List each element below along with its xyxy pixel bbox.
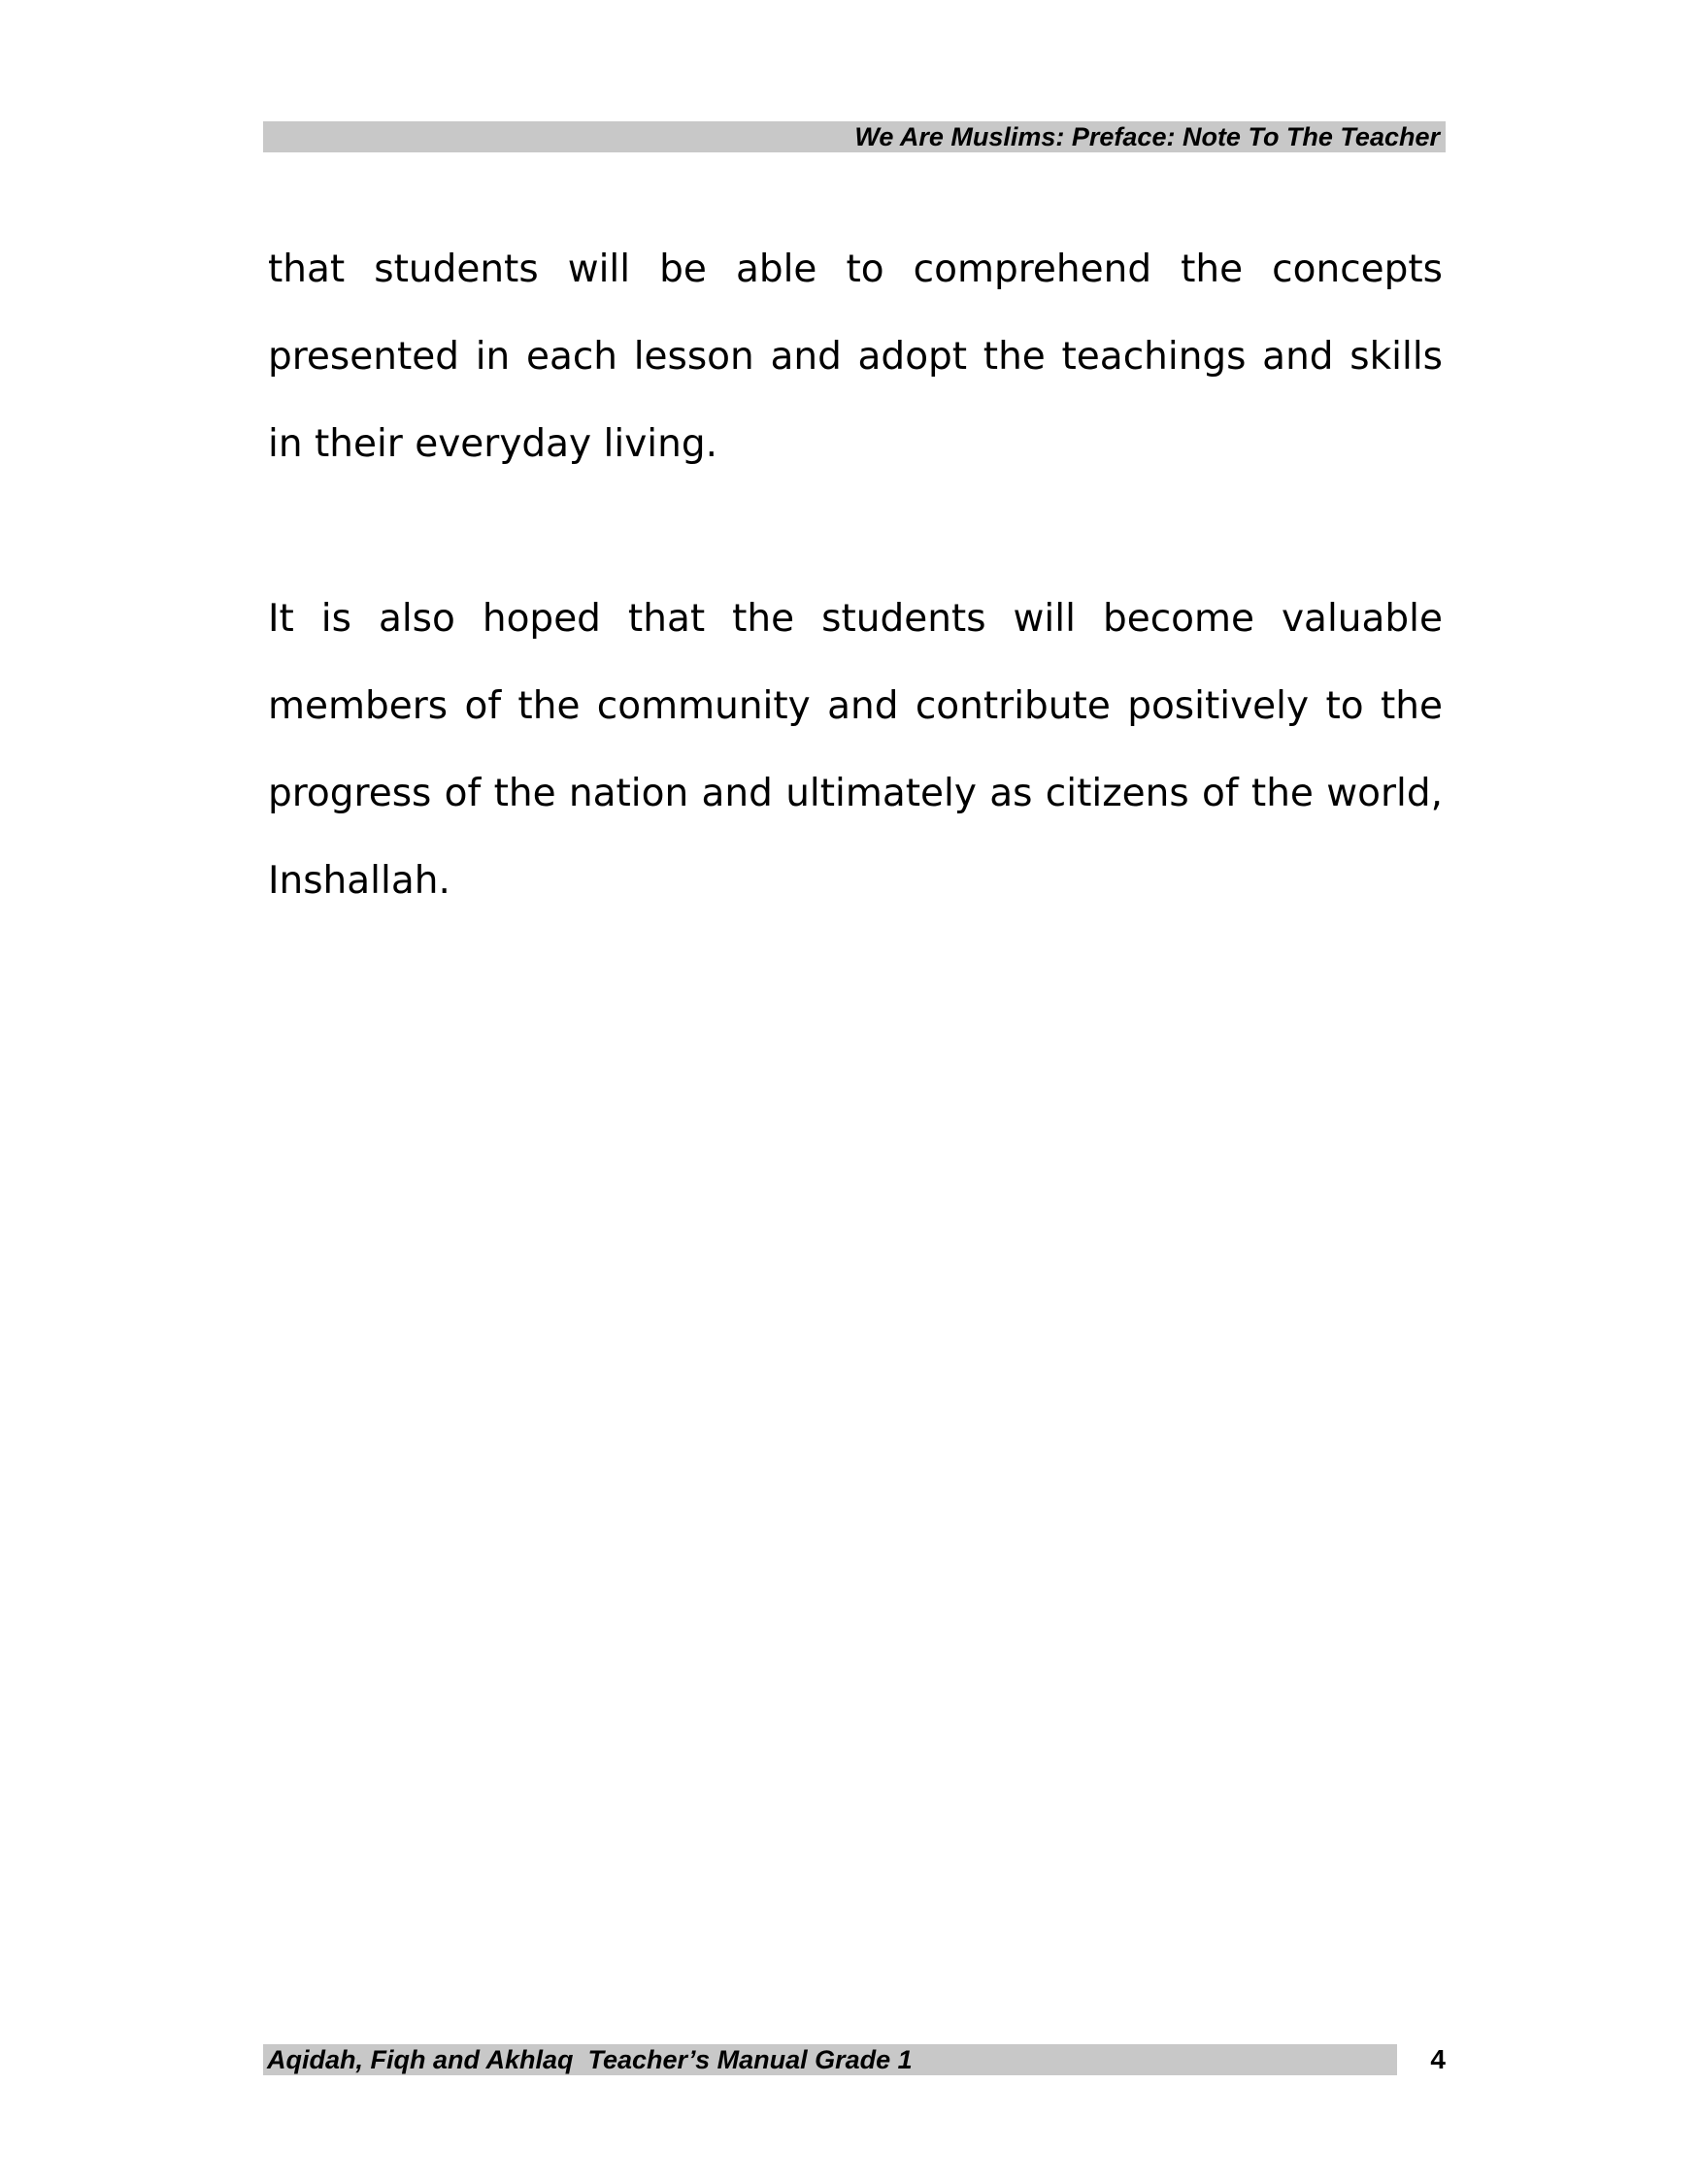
footer-book-title: Aqidah, Fiqh and Akhlaq Teacher’s Manual Grade 1 [263, 2044, 1397, 2075]
body-text [268, 226, 1443, 925]
page-number: 4 [1430, 2044, 1446, 2074]
paragraph-1: that students will be able to comprehend the concepts presented in each lesson and adopt the teachings and skills in their everyday living. [268, 248, 1443, 466]
paragraph-2: It is also hoped that the students will become valuable members of the community and contribute positively to the progress of the nation and ultimately as citizens of the world, Inshallah. [268, 597, 1443, 903]
running-header: We Are Muslims: Preface: Note To The Teacher [263, 121, 1446, 152]
